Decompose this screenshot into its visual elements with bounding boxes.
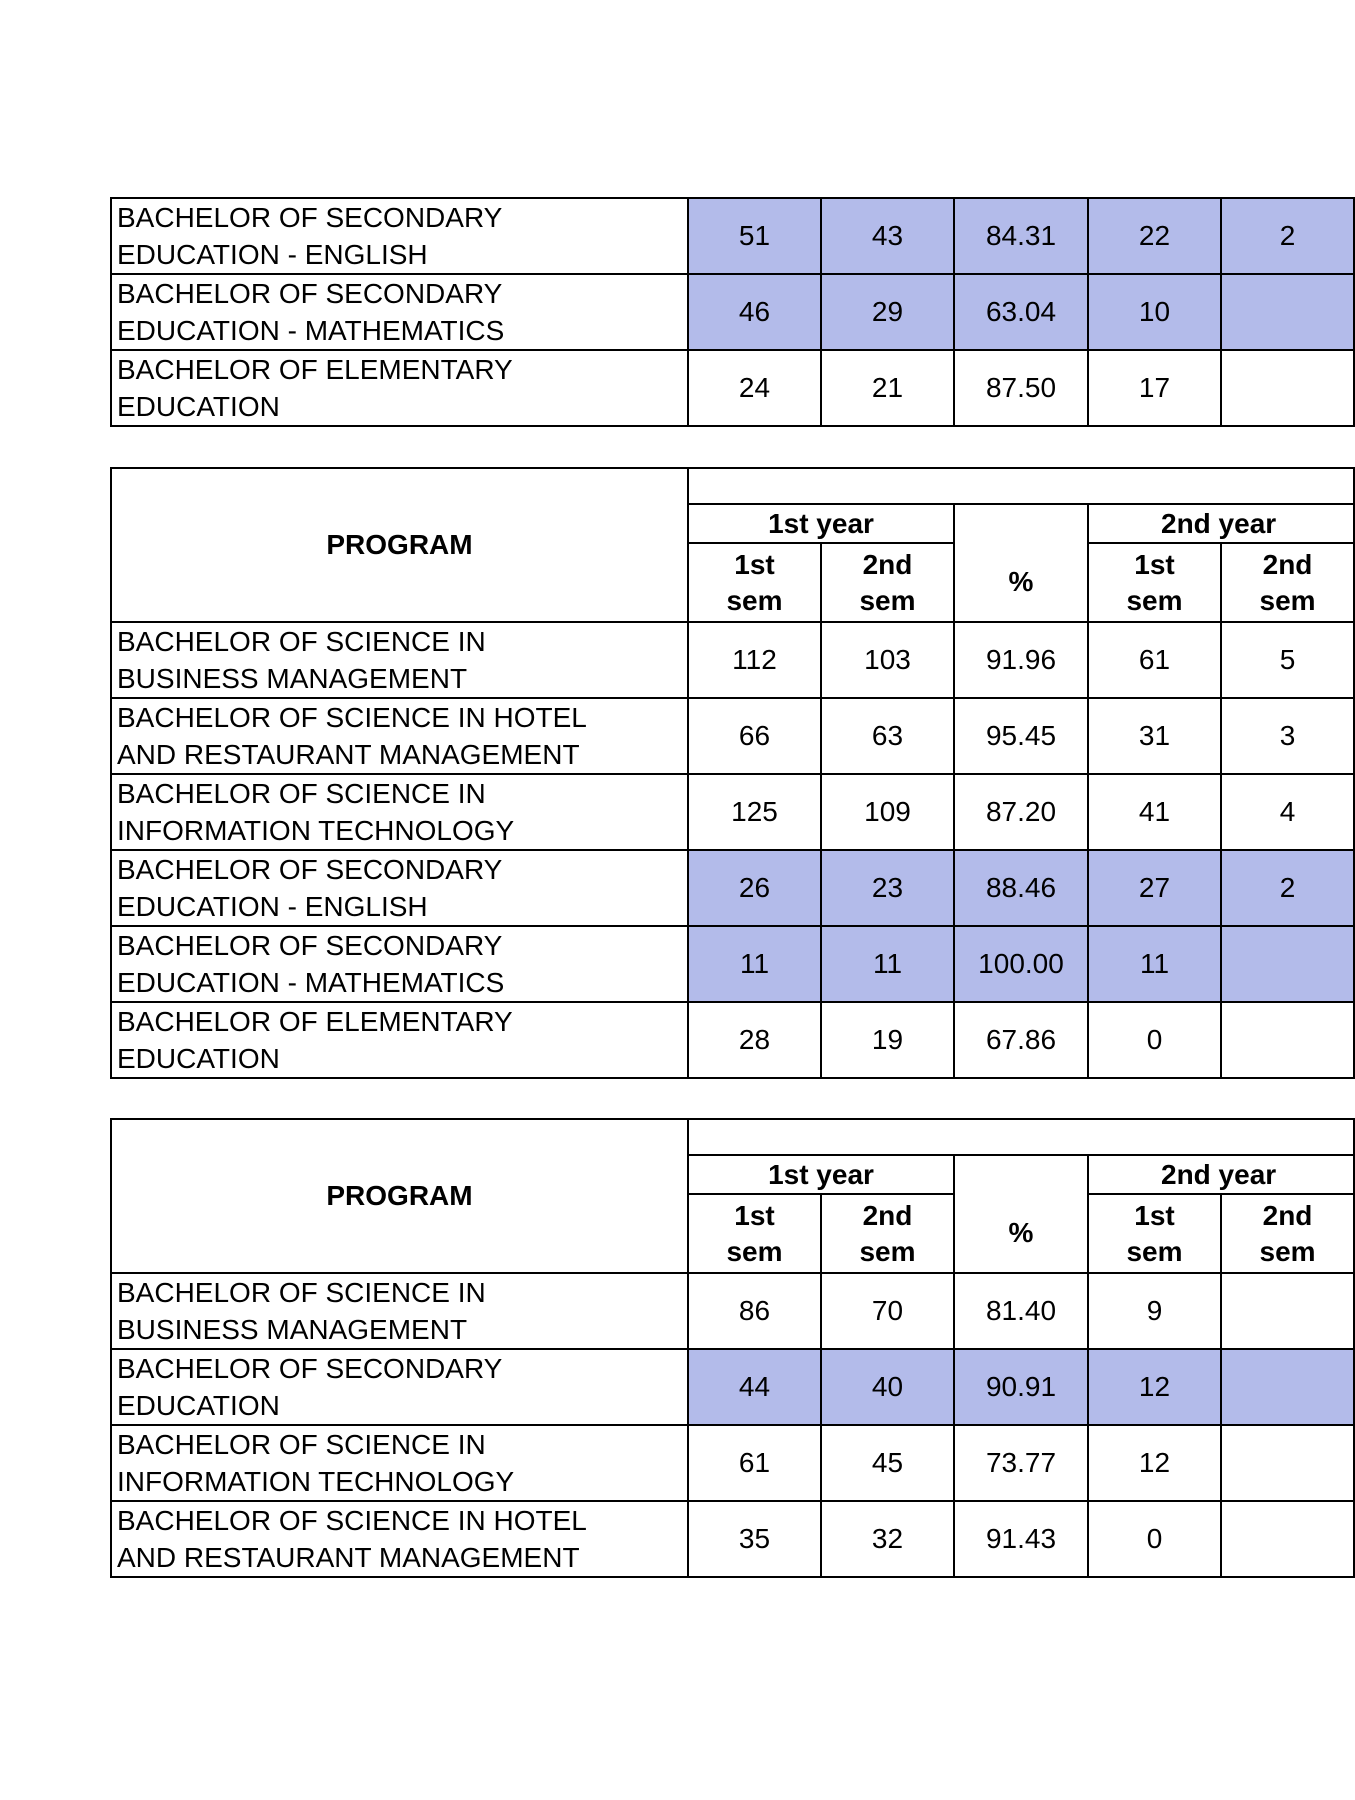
program-name-line-1: BACHELOR OF SCIENCE IN <box>117 1429 486 1460</box>
first-year-second-sem-cell: 45 <box>821 1425 954 1501</box>
second-year-first-sem-cell: 31 <box>1088 698 1221 774</box>
program-name-line-2: BUSINESS MANAGEMENT <box>117 1314 468 1345</box>
first-year-second-sem-cell: 103 <box>821 622 954 698</box>
percent-cell: 73.77 <box>954 1425 1088 1501</box>
percent-header-spacer <box>954 1155 1088 1194</box>
first-year-second-sem-cell: 43 <box>821 198 954 274</box>
percent-header: % <box>954 1194 1088 1273</box>
second-year-second-sem-header: 2nd sem <box>1221 543 1354 622</box>
program-name-line-1: BACHELOR OF SCIENCE IN HOTEL <box>117 702 587 733</box>
program-name-line-1: BACHELOR OF SECONDARY <box>117 1353 503 1384</box>
first-year-first-sem-cell: 61 <box>688 1425 821 1501</box>
first-year-second-sem-cell: 11 <box>821 926 954 1002</box>
first-year-header: 1st year <box>688 1155 954 1194</box>
second-year-second-sem-cell: 2 <box>1221 850 1354 926</box>
program-name-line-1: BACHELOR OF ELEMENTARY <box>117 1006 513 1037</box>
table-2-body <box>111 622 1354 1078</box>
program-name-line-2: BUSINESS MANAGEMENT <box>117 663 468 694</box>
program-name-line-2: AND RESTAURANT MANAGEMENT <box>117 1542 580 1573</box>
program-name-line-1: BACHELOR OF SCIENCE IN HOTEL <box>117 1505 587 1536</box>
second-year-first-sem-cell: 9 <box>1088 1273 1221 1349</box>
percent-cell: 87.20 <box>954 774 1088 850</box>
percent-cell: 91.43 <box>954 1501 1088 1577</box>
first-year-first-sem-cell: 35 <box>688 1501 821 1577</box>
program-name-line-2: EDUCATION - ENGLISH <box>117 239 428 270</box>
percent-header: % <box>954 543 1088 622</box>
percent-header-spacer <box>954 504 1088 543</box>
program-name-line-1: BACHELOR OF SCIENCE IN <box>117 1277 486 1308</box>
program-name-line-1: BACHELOR OF SECONDARY <box>117 854 503 885</box>
second-year-second-sem-cell <box>1221 274 1354 350</box>
second-year-second-sem-cell: 3 <box>1221 698 1354 774</box>
program-name-cell <box>111 350 688 426</box>
second-year-first-sem-cell: 17 <box>1088 350 1221 426</box>
program-name-cell <box>111 198 688 274</box>
header-top-blank <box>688 468 1354 504</box>
first-year-first-sem-cell: 11 <box>688 926 821 1002</box>
program-name-line-1: BACHELOR OF SECONDARY <box>117 930 503 961</box>
program-name-line-1: BACHELOR OF SCIENCE IN <box>117 778 486 809</box>
first-year-second-sem-cell: 40 <box>821 1349 954 1425</box>
percent-cell: 84.31 <box>954 198 1088 274</box>
first-year-first-sem-header: 1st sem <box>688 543 821 622</box>
table-row <box>111 274 1354 350</box>
table-row <box>111 350 1354 426</box>
program-name-line-2: INFORMATION TECHNOLOGY <box>117 1466 515 1497</box>
table-row <box>111 1002 1354 1078</box>
program-name-line-2: EDUCATION <box>117 1390 280 1421</box>
enrollment-table-2 <box>110 467 1355 1079</box>
second-year-first-sem-cell: 0 <box>1088 1501 1221 1577</box>
first-year-second-sem-header: 2nd sem <box>821 543 954 622</box>
second-year-header: 2nd year <box>1088 504 1354 543</box>
second-year-header: 2nd year <box>1088 1155 1354 1194</box>
first-year-second-sem-cell: 63 <box>821 698 954 774</box>
table-row <box>111 698 1354 774</box>
first-year-first-sem-cell: 44 <box>688 1349 821 1425</box>
program-name-cell <box>111 1501 688 1577</box>
program-name-line-2: EDUCATION <box>117 1043 280 1074</box>
first-year-first-sem-cell: 26 <box>688 850 821 926</box>
first-year-second-sem-cell: 21 <box>821 350 954 426</box>
program-name-line-1: BACHELOR OF SCIENCE IN <box>117 626 486 657</box>
program-name-line-2: EDUCATION - MATHEMATICS <box>117 315 505 346</box>
first-year-second-sem-cell: 32 <box>821 1501 954 1577</box>
table-row <box>111 1273 1354 1349</box>
program-name-line-2: AND RESTAURANT MANAGEMENT <box>117 739 580 770</box>
first-year-first-sem-cell: 51 <box>688 198 821 274</box>
second-year-first-sem-cell: 22 <box>1088 198 1221 274</box>
program-column-header: PROGRAM <box>111 1119 688 1273</box>
first-year-first-sem-cell: 112 <box>688 622 821 698</box>
program-name-cell <box>111 1425 688 1501</box>
second-year-first-sem-header: 1st sem <box>1088 543 1221 622</box>
first-year-second-sem-cell: 19 <box>821 1002 954 1078</box>
header-top-blank <box>688 1119 1354 1155</box>
percent-cell: 87.50 <box>954 350 1088 426</box>
second-year-second-sem-cell <box>1221 1273 1354 1349</box>
enrollment-table-1 <box>110 197 1355 427</box>
first-year-first-sem-cell: 46 <box>688 274 821 350</box>
table-row <box>111 774 1354 850</box>
percent-cell: 67.86 <box>954 1002 1088 1078</box>
first-year-first-sem-cell: 24 <box>688 350 821 426</box>
percent-cell: 91.96 <box>954 622 1088 698</box>
percent-cell: 95.45 <box>954 698 1088 774</box>
program-name-line-1: BACHELOR OF SECONDARY <box>117 278 503 309</box>
program-name-line-1: BACHELOR OF ELEMENTARY <box>117 354 513 385</box>
program-name-line-2: EDUCATION - ENGLISH <box>117 891 428 922</box>
program-name-cell <box>111 1349 688 1425</box>
second-year-first-sem-cell: 11 <box>1088 926 1221 1002</box>
table-row <box>111 850 1354 926</box>
second-year-first-sem-cell: 12 <box>1088 1349 1221 1425</box>
table-3-body <box>111 1273 1354 1577</box>
first-year-header: 1st year <box>688 504 954 543</box>
second-year-second-sem-cell: 5 <box>1221 622 1354 698</box>
program-name-cell <box>111 698 688 774</box>
table-row <box>111 1425 1354 1501</box>
first-year-first-sem-header: 1st sem <box>688 1194 821 1273</box>
second-year-second-sem-cell <box>1221 1002 1354 1078</box>
first-year-second-sem-header: 2nd sem <box>821 1194 954 1273</box>
program-name-line-2: EDUCATION - MATHEMATICS <box>117 967 505 998</box>
enrollment-table-3 <box>110 1118 1355 1578</box>
program-name-line-2: EDUCATION <box>117 391 280 422</box>
second-year-second-sem-header: 2nd sem <box>1221 1194 1354 1273</box>
second-year-first-sem-cell: 10 <box>1088 274 1221 350</box>
second-year-second-sem-cell: 4 <box>1221 774 1354 850</box>
program-name-line-2: INFORMATION TECHNOLOGY <box>117 815 515 846</box>
second-year-second-sem-cell <box>1221 1349 1354 1425</box>
first-year-second-sem-cell: 23 <box>821 850 954 926</box>
table-row <box>111 198 1354 274</box>
percent-cell: 90.91 <box>954 1349 1088 1425</box>
second-year-first-sem-cell: 61 <box>1088 622 1221 698</box>
program-name-cell <box>111 774 688 850</box>
second-year-second-sem-cell <box>1221 1501 1354 1577</box>
table-3-header <box>111 1119 1354 1273</box>
second-year-first-sem-cell: 27 <box>1088 850 1221 926</box>
second-year-first-sem-header: 1st sem <box>1088 1194 1221 1273</box>
table-row <box>111 1349 1354 1425</box>
first-year-second-sem-cell: 70 <box>821 1273 954 1349</box>
first-year-second-sem-cell: 109 <box>821 774 954 850</box>
percent-cell: 88.46 <box>954 850 1088 926</box>
first-year-second-sem-cell: 29 <box>821 274 954 350</box>
percent-cell: 100.00 <box>954 926 1088 1002</box>
percent-cell: 81.40 <box>954 1273 1088 1349</box>
table-row <box>111 1501 1354 1577</box>
table-row <box>111 622 1354 698</box>
program-name-cell <box>111 274 688 350</box>
first-year-first-sem-cell: 86 <box>688 1273 821 1349</box>
second-year-second-sem-cell <box>1221 350 1354 426</box>
percent-cell: 63.04 <box>954 274 1088 350</box>
second-year-first-sem-cell: 41 <box>1088 774 1221 850</box>
table-row <box>111 926 1354 1002</box>
first-year-first-sem-cell: 125 <box>688 774 821 850</box>
second-year-second-sem-cell <box>1221 1425 1354 1501</box>
program-name-cell <box>111 926 688 1002</box>
program-name-cell <box>111 622 688 698</box>
second-year-first-sem-cell: 0 <box>1088 1002 1221 1078</box>
first-year-first-sem-cell: 28 <box>688 1002 821 1078</box>
program-name-cell <box>111 850 688 926</box>
program-column-header: PROGRAM <box>111 468 688 622</box>
table-2-header <box>111 468 1354 622</box>
program-name-cell <box>111 1002 688 1078</box>
first-year-first-sem-cell: 66 <box>688 698 821 774</box>
program-name-cell <box>111 1273 688 1349</box>
second-year-second-sem-cell <box>1221 926 1354 1002</box>
table-1-body <box>111 198 1354 426</box>
program-name-line-1: BACHELOR OF SECONDARY <box>117 202 503 233</box>
second-year-second-sem-cell: 2 <box>1221 198 1354 274</box>
second-year-first-sem-cell: 12 <box>1088 1425 1221 1501</box>
